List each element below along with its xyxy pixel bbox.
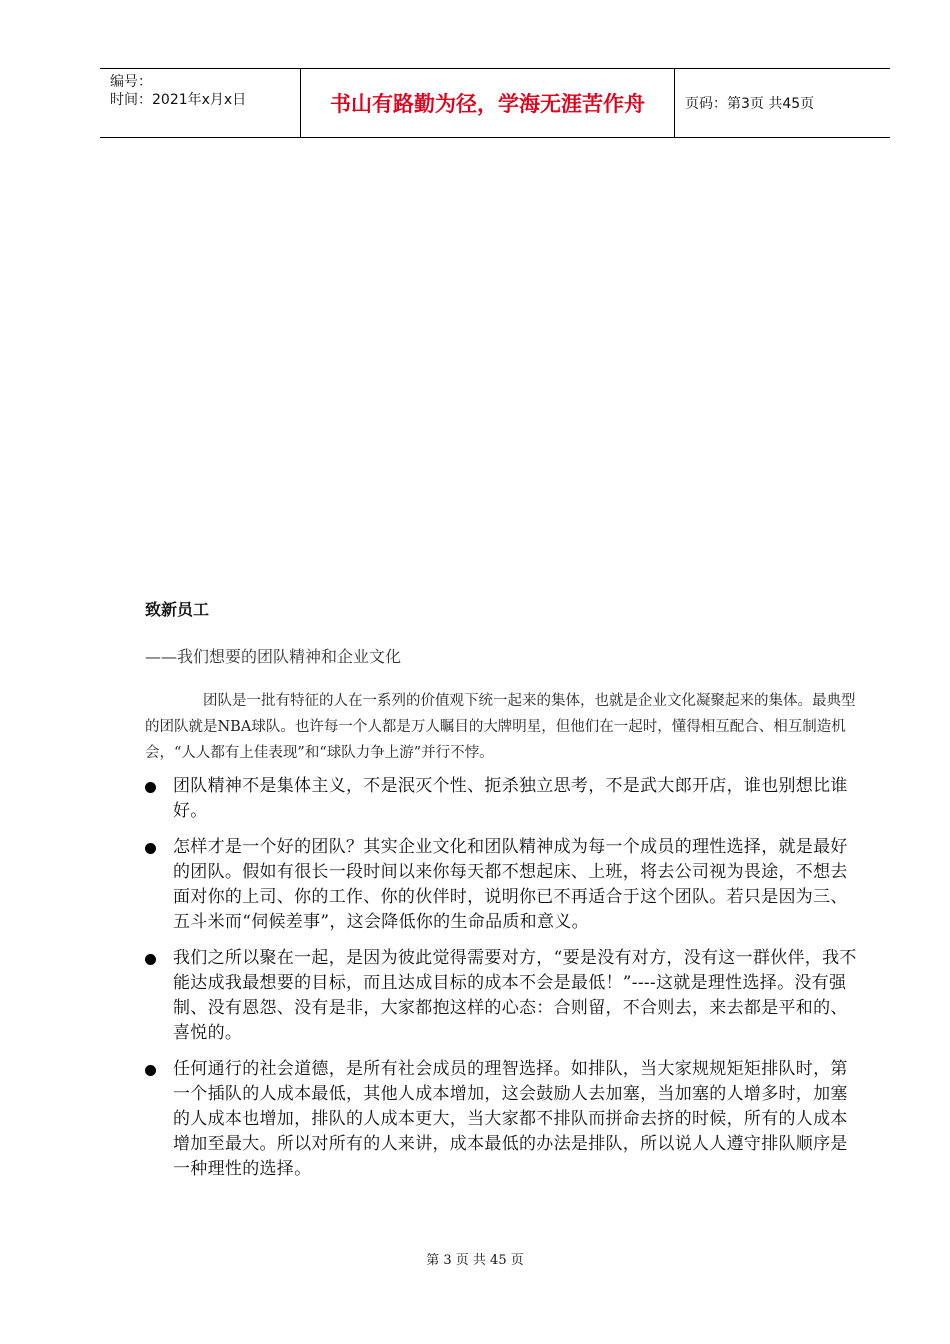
bullet-text: 任何通行的社会道德，是所有社会成员的理智选择。如排队，当大家规规矩矩排队时，第一个插队的人成本最低，其他人成本增加，这会鼓励人去加塞，当加塞的人增多时，加塞的人成本也增加，排队的人成本更大，当大家都不排队而拼命去挤的时候，所有的人成本增加至最大。所以对所有的人来讲，成本最低的办法是排队，所以说人人遵守排队顺序是一种理性的选择。 xyxy=(173,1059,848,1179)
bullet-item xyxy=(145,774,865,824)
document-title: 致新员工 xyxy=(145,600,210,619)
bullet-dot-icon xyxy=(145,843,156,854)
document-time-label: 时间：2021年x月x日 xyxy=(110,92,247,108)
header-meta xyxy=(100,69,301,137)
header-motto: 书山有路勤为径，学海无涯苦作舟 xyxy=(301,69,675,137)
bullet-text: 怎样才是一个好的团队？其实企业文化和团队精神成为每一个成员的理性选择，就是最好的团队。假如有很长一段时间以来你每天都不想起床、上班，将去公司视为畏途，不想去面对你的上司、你的工作、你的伙伴时，说明你已不再适合于这个团队。若只是因为三、五斗米而“伺候差事”，这会降低你的生命品质和意义。 xyxy=(173,837,848,932)
page-footer: 第 3 页 共 45 页 xyxy=(426,1253,524,1268)
intro-paragraph: 团队是一批有特征的人在一系列的价值观下统一起来的集体，也就是企业文化凝聚起来的集体。最典型的团队就是NBA球队。也许每一个人都是万人瞩目的大牌明星，但他们在一起时，懂得相互配合、相互制造机会，“人人都有上佳表现”和“球队力争上游”并行不悖。 xyxy=(145,693,856,761)
header-page-info: 页码：第3页 共45页 xyxy=(685,96,815,112)
bullet-list xyxy=(145,774,865,1193)
bullet-dot-icon xyxy=(145,782,156,793)
bullet-item xyxy=(145,946,865,1046)
bullet-dot-icon xyxy=(145,954,156,965)
bullet-item xyxy=(145,1057,865,1182)
bullet-text: 我们之所以聚在一起，是因为彼此觉得需要对方，“要是没有对方，没有这一群伙伴，我不能达成我最想要的目标，而且达成目标的成本不会是最低！”----这就是理性选择。没有强制、没有恩怨、没有是非，大家都抱这样的心态：合则留，不合则去，来去都是平和的、喜悦的。 xyxy=(173,948,857,1043)
document-subtitle: ——我们想要的团队精神和企业文化 xyxy=(145,647,402,666)
bullet-text: 团队精神不是集体主义，不是泯灭个性、扼杀独立思考，不是武大郎开店，谁也别想比谁好。 xyxy=(173,776,848,821)
bullet-item xyxy=(145,835,865,935)
page-header xyxy=(100,68,890,138)
document-number-label: 编号： xyxy=(110,74,152,90)
bullet-dot-icon xyxy=(145,1065,156,1076)
